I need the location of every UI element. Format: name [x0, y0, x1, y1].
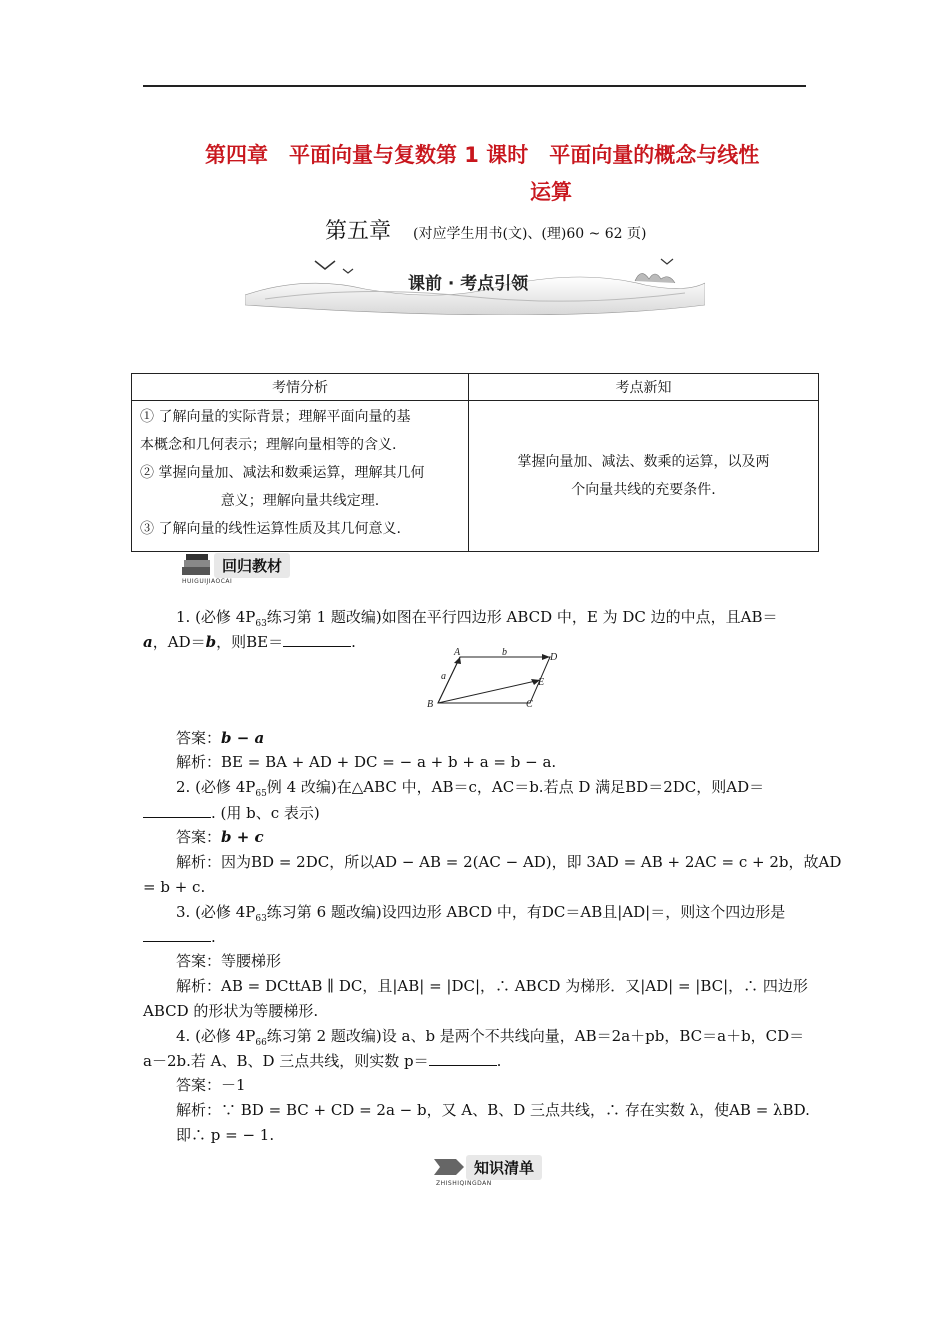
analysis-line: ① 了解向量的实际背景；理解平面向量的基	[140, 409, 411, 425]
label-E: E	[538, 677, 545, 688]
problem-4-line1: 4. (必修 $4P_{66}$练习第 2 题改编)设 a、b 是两个不共线向量，AB＝2a＋pb，BC＝a＋b，CD＝	[176, 1027, 805, 1048]
answer-4: 答案：－1	[176, 1076, 246, 1094]
analysis-line: ② 掌握向量加、减法和数乘运算，理解其几何	[140, 465, 425, 481]
label-B: B	[427, 699, 434, 710]
page-title-continued: 运算	[530, 180, 572, 204]
answer-3: 答案：等腰梯形	[176, 952, 282, 970]
answer-blank	[283, 632, 351, 647]
answer-blank	[143, 927, 211, 942]
analysis-line: ③ 了解向量的线性运算性质及其几何意义.	[140, 521, 401, 537]
problem-2-line1: 2. (必修 $4P_{65}$例 4 改编)在△ABC 中，AB＝c，AC＝b.若点 D 满足BD＝2DC，则AD＝	[176, 778, 765, 799]
bird-icon	[343, 269, 353, 273]
table-header-analysis: 考情分析	[132, 374, 469, 401]
solution-4-line1: 解析：∵ BD = BC + CD = 2a − b，又 A、B、D 三点共线，∴ 存在实数 λ，使AB = λBD.	[176, 1101, 810, 1119]
label-b: b	[502, 647, 507, 658]
solution-3-line2: ABCD 的形状为等腰梯形.	[143, 1002, 319, 1020]
parallelogram-figure	[422, 645, 562, 711]
label-A: A	[454, 647, 461, 658]
analysis-cell	[132, 401, 469, 552]
solution-2-line2: = b + c.	[143, 878, 206, 896]
exam-analysis-table	[131, 373, 819, 552]
new-points-line: 掌握向量加、减法、数乘的运算，以及两	[517, 454, 770, 470]
top-rule	[143, 85, 806, 87]
analysis-line: 意义；理解向量共线定理.	[220, 493, 380, 509]
chapter-subtitle	[325, 214, 647, 245]
answer-blank	[143, 803, 211, 818]
page-title: 第四章 平面向量与复数第 1 课时 平面向量的概念与线性	[205, 143, 760, 167]
answer-blank	[429, 1051, 497, 1066]
table-header-new-points: 考点新知	[469, 374, 819, 401]
solution-2-line1: 解析：因为BD = 2DC，所以AD − AB = 2(AC − AD)，即 3AD = AB + 2AC = c + 2b，故AD	[176, 853, 842, 871]
problem-4-line2: a－2b.若 A、B、D 三点共线，则实数 p＝ .	[143, 1052, 502, 1070]
problem-1-line1: 1. (必修 $4P_{63}$练习第 1 题改编)如图在平行四边形 ABCD 中，E 为 DC 边的中点，且AB＝	[176, 608, 778, 629]
chapter-label: 第五章	[325, 219, 392, 244]
arrow-banner-icon	[432, 1153, 466, 1181]
section-header-textbook	[180, 551, 290, 579]
section-title-textbook: 回归教材	[214, 553, 290, 578]
new-points-cell	[469, 401, 819, 552]
new-points-line: 个向量共线的充要条件.	[571, 482, 716, 498]
banner-graphic	[245, 255, 705, 315]
analysis-line: 本概念和几何表示；理解向量相等的含义.	[140, 437, 397, 453]
section-header-knowledge	[432, 1153, 542, 1181]
solution-3-line1: 解析：AB = DCttAB ∥ DC，且|AB| = |DC|，∴ ABCD 为梯形．又|AD| = |BC|，∴ 四边形	[176, 977, 808, 995]
label-D: D	[550, 652, 558, 663]
solution-4-line2: 即∴ p = − 1.	[176, 1126, 275, 1144]
problem-3-line2: .	[143, 927, 216, 946]
banner-label: 课前 · 考点引领	[408, 274, 529, 294]
section-subtitle-pinyin: ZHISHIQINGDAN	[436, 1180, 492, 1187]
label-C: C	[526, 699, 533, 710]
answer-2: 答案：b + c	[176, 828, 264, 846]
problem-3-line1: 3. (必修 $4P_{63}$练习第 6 题改编)设四边形 ABCD 中，有DC＝AB且|AD|＝，则这个四边形是	[176, 903, 786, 924]
books-icon	[180, 551, 214, 579]
page-reference-note: (对应学生用书(文)、(理)60 ~ 62 页)	[413, 226, 647, 242]
bird-icon	[315, 261, 335, 269]
section-subtitle-pinyin: HUIGUIJIAOCAI	[182, 578, 233, 585]
problem-1-line2: a，AD＝b，则BE＝ .	[143, 633, 356, 651]
answer-1: 答案：b − a	[176, 729, 265, 747]
label-a: a	[441, 671, 446, 682]
bird-icon	[661, 259, 673, 264]
solution-1: 解析：BE = BA + AD + DC = − a + b + a = b − a.	[176, 753, 557, 771]
problem-2-line2: . (用 b、c 表示)	[143, 803, 320, 822]
section-title-knowledge: 知识清单	[466, 1155, 542, 1180]
